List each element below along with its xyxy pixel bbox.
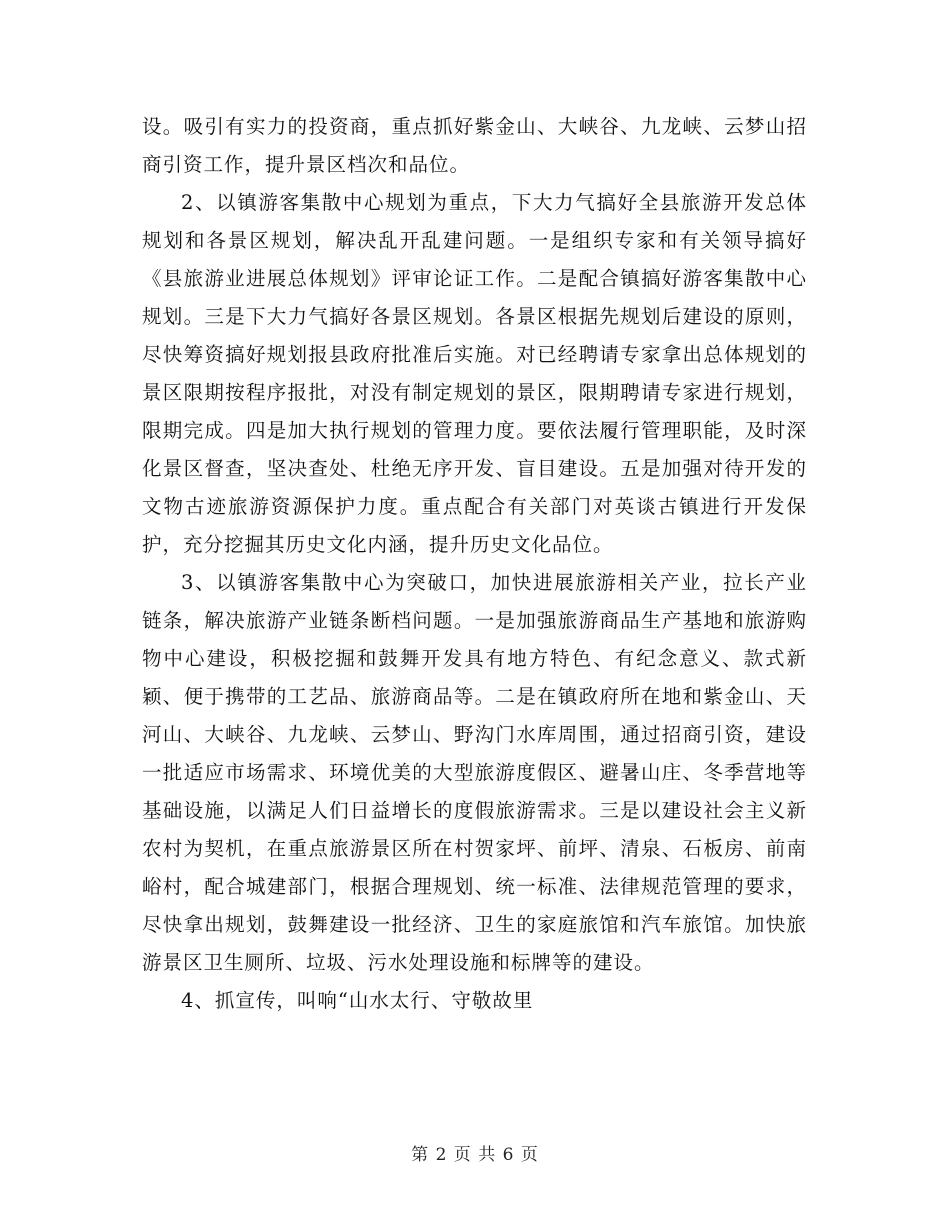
- paragraph-4: 4、抓宣传，叫响“山水太行、守敬故里: [181, 989, 534, 1012]
- paragraph-2: 2、以镇游客集散中心规划为重点，下大力气搞好全县旅游开发总体规划和各景区规划，解决乱开乱建问题。一是组织专家和有关领导搞好《县旅游业进展总体规划》评审论证工作。二是配合镇搞好游客集散中心规划。三是下大力气搞好各景区规划。各景区根据先规划后建设的原则，尽快筹资搞好规划报县政府批准后实施。对已经聘请专家拿出总体规划的景区限期按程序报批，对没有制定规划的景区，限期聘请专家进行规划，限期完成。四是加大执行规划的管理力度。要依法履行管理职能，及时深化景区督查，坚决查处、杜绝无序开发、盲目建设。五是加强对待开发的文物古迹旅游资源保护力度。重点配合有关部门对英谈古镇进行开发保护，充分挖掘其历史文化内涵，提升历史文化品位。: [142, 191, 807, 556]
- document-body: [142, 108, 807, 1020]
- page-number-label: 第 2 页 共 6 页: [411, 1145, 539, 1165]
- page-footer: [0, 1140, 950, 1165]
- paragraph-1: 设。吸引有实力的投资商，重点抓好紫金山、大峡谷、九龙峡、云梦山招商引资工作，提升景区档次和品位。: [142, 115, 807, 176]
- paragraph-3: 3、以镇游客集散中心为突破口，加快进展旅游相关产业，拉长产业链条，解决旅游产业链条断档问题。一是加强旅游商品生产基地和旅游购物中心建设，积极挖掘和鼓舞开发具有地方特色、有纪念意义、款式新颖、便于携带的工艺品、旅游商品等。二是在镇政府所在地和紫金山、天河山、大峡谷、九龙峡、云梦山、野沟门水库周围，通过招商引资，建设一批适应市场需求、环境优美的大型旅游度假区、避暑山庄、冬季营地等基础设施，以满足人们日益增长的度假旅游需求。三是以建设社会主义新农村为契机，在重点旅游景区所在村贺家坪、前坪、清泉、石板房、前南峪村，配合城建部门，根据合理规划、统一标准、法律规范管理的要求，尽快拿出规划，鼓舞建设一批经济、卫生的家庭旅馆和汽车旅馆。加快旅游景区卫生厕所、垃圾、污水处理设施和标牌等的建设。: [142, 571, 807, 974]
